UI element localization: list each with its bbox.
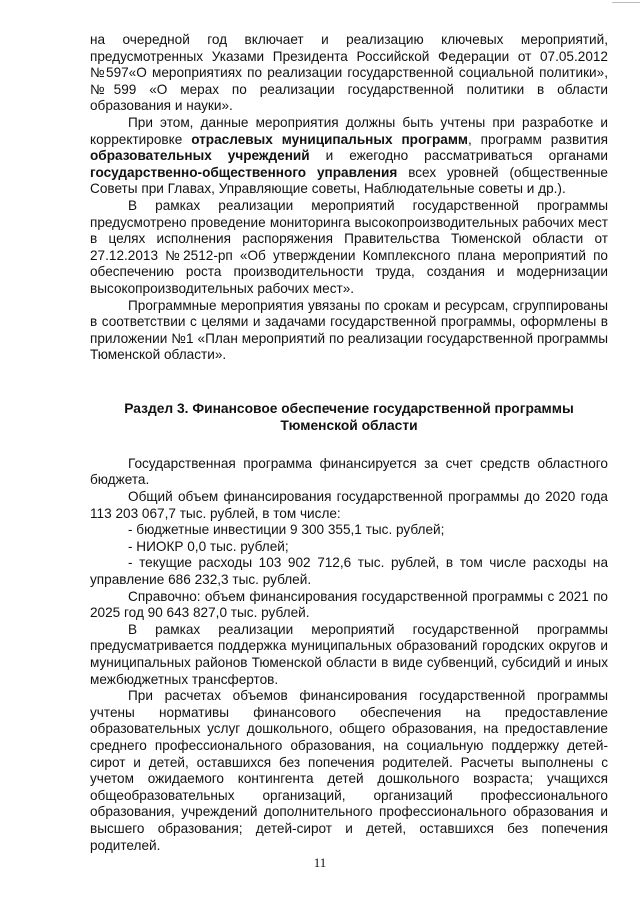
section3-paragraph-2: Общий объем финансирования государственной программы до 2020 года 113 203 067,7 тыс. рублей, в том числе:: [90, 489, 608, 521]
scan-edge-line: [612, 2, 640, 3]
bold-text-run: государственно-общественного управления: [90, 164, 398, 180]
page-content: [90, 32, 608, 854]
section3-paragraph-4: В рамках реализации мероприятий государственной программы предусматривается поддержка муниципальных образований городских округов и муниципальных районов Тюменской области в виде субвенций, субсидий и иных межбюджетных трансфертов.: [90, 621, 608, 687]
text-run: и ежегодно рассматриваться органами: [309, 148, 608, 164]
section3-heading: [90, 400, 608, 434]
section3-paragraph-3: Справочно: объем финансирования государственной программы с 2021 по 2025 год 90 643 827,0 тыс. рублей.: [90, 588, 608, 621]
section3-heading-line-2: Тюменской области: [280, 417, 418, 433]
bold-text-run: образовательных учреждений: [90, 148, 310, 164]
section3-paragraph-1: Государственная программа финансируется за счет средств областного бюджета.: [90, 455, 608, 488]
funding-item-current-expenses: - текущие расходы 103 902 712,6 тыс. рублей, в том числе расходы на управление 686 232,3 тыс. рублей.: [90, 555, 608, 588]
funding-item-investments: - бюджетные инвестиции 9 300 355,1 тыс. рублей;: [128, 522, 445, 538]
section2-paragraph-1: на очередной год включает и реализацию ключевых мероприятий, предусмотренных Указами Президента Российской Федерации от 07.05.2012 №597«О мероприятиях по реализации государственной социальной политики», №599 «О мерах по реализации государственной политики в области образования и науки».: [90, 32, 608, 114]
section3-paragraph-5: При расчетах объемов финансирования государственной программы учтены нормативы финансового обеспечения на предоставление образовательных услуг дошкольного, общего образования, на предоставление среднего профессионального образования, на социальную поддержку детей-сирот и детей, оставшихся без попечения родителей. Расчеты выполнены с учетом ожидаемого контингента детей дошкольного возраста; учащихся общеобразовательных организаций, организаций профессионального образования, учреждений дополнительного профессионального образования и высшего образования; детей-сирот и детей, оставшихся без попечения родителей.: [90, 688, 608, 853]
text-run: всех уровней (общественные Советы при Главах, Управляющие советы, Наблюдательные советы и др.).: [90, 164, 608, 197]
section2-paragraph-3: В рамках реализации мероприятий государственной программы предусмотрено проведение мониторинга высокопроизводительных рабочих мест в целях исполнения распоряжения Правительства Тюменской области от 27.12.2013 №2512-рп «Об утверждении Комплексного плана мероприятий по обеспечению роста производительности труда, создания и модернизации высокопроизводительных рабочих мест».: [90, 197, 608, 296]
text-run: При этом, данные мероприятия должны быть учтены при разработке и корректировке: [90, 114, 608, 147]
section3-heading-line-1: Раздел 3. Финансовое обеспечение государственной программы: [124, 400, 574, 416]
text-run: , программ развития: [467, 131, 608, 147]
funding-item-niokr: - НИОКР 0,0 тыс. рублей;: [128, 538, 289, 554]
bold-text-run: отраслевых муниципальных программ: [191, 131, 468, 147]
section2-paragraph-4: Программные мероприятия увязаны по срокам и ресурсам, сгруппированы в соответствии с целями и задачами государственной программы, оформлены в приложении №1 «План мероприятий по реализации государственной программы Тюменской области».: [90, 297, 608, 363]
page-number: 11: [313, 855, 327, 870]
section2-paragraph-2: [90, 115, 608, 198]
